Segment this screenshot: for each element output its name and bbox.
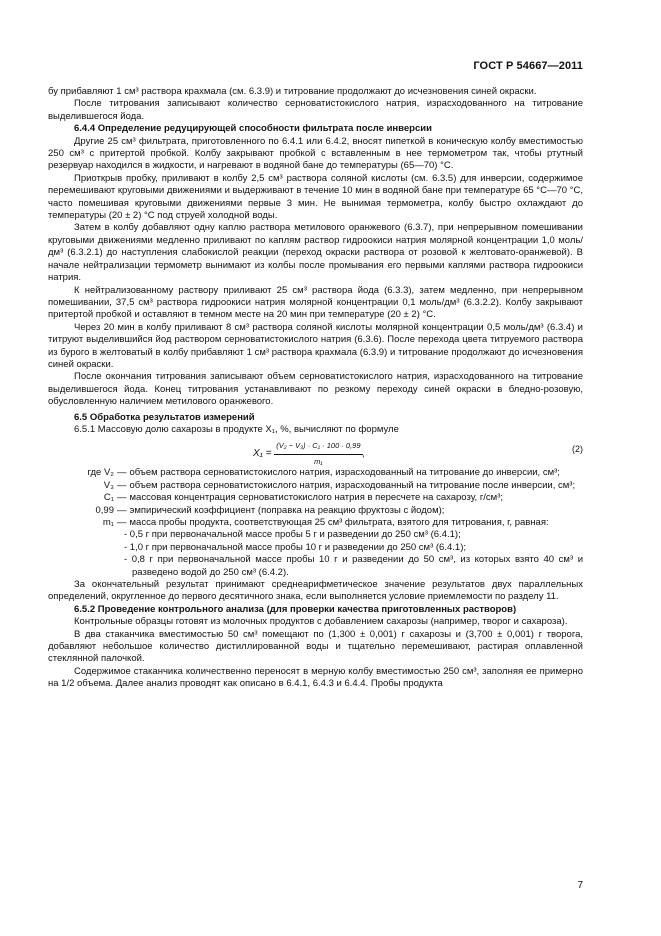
paragraph: После титрования записывают количество серноватистокислого натрия, израсходованного на титрование выделившегося йода.: [48, 98, 583, 122]
formula-lhs: X₁ =: [253, 448, 272, 460]
definition-item: V₃ — объем раствора серноватистокислого натрия, израсходованный на титрование после инверсии, см³;: [48, 480, 583, 492]
definition-item: где V₂ — объем раствора серноватистокислого натрия, израсходованный на титрование до инверсии, см³;: [48, 467, 583, 479]
paragraph: После окончания титрования записывают объем серноватистокислого натрия, израсходованного на титрование выделившегося йода. Конец титрования устанавливают по резкому переходу синей окраски в бледно-розовую, обусловленную наличием метилового оранжевого.: [48, 371, 583, 408]
definition-key: где V₂: [87, 467, 114, 479]
formula-denominator: m₁: [314, 456, 323, 466]
definition-text: масса пробы продукта, соответствующая 25 см³ фильтрата, взятого для титрования, г, равная:: [129, 517, 549, 528]
paragraph: Контрольные образцы готовят из молочных продуктов с добавлением сахарозы (например, творог и сахароза).: [74, 616, 568, 628]
definition-key: C₁: [103, 492, 114, 504]
definition-key: V₃: [103, 479, 114, 491]
definition-text: объем раствора серноватистокислого натрия, израсходованный на титрование до инверсии, см³;: [129, 467, 560, 479]
definition-item: 0,99 — эмпирический коэффициент (поправка на реакцию фруктозы с йодом);: [48, 505, 583, 517]
formula-2: [48, 437, 583, 467]
formula-numerator: (V₂ − V₃) · C₁ · 100 · 0,99: [274, 440, 362, 454]
paragraph: Другие 25 см³ фильтрата, приготовленного по 6.4.1 или 6.4.2, вносят пипеткой в коническую колбу вместимостью 250 см³ с притертой пробкой. Колбу закрывают пробкой с вставленным в нее термометром так, чтобы ртутный резервуар находился в жидкости, и нагревают в водяной бане до температуры (65—70) °С.: [48, 135, 583, 172]
section-heading-6-5: 6.5 Обработка результатов измерений: [74, 411, 255, 423]
paragraph: В два стаканчика вместимостью 50 см³ помещают по (1,300 ± 0,001) г сахарозы и (3,700 ± 0,001) г творога, добавляют небольшое количество дистиллированной воды и тщательно перемешивают, растирая оплавленной стеклянной палочкой.: [48, 628, 583, 665]
paragraph: К нейтрализованному раствору приливают 25 см³ раствора йода (6.3.3), затем медленно, при непрерывном помешивании, 37,5 см³ раствора гидроокиси натрия молярной концентрации 0,1 моль/дм³ (6.3.2.2). Колбу закрывают притертой пробкой и оставляют в темном месте на 20 мин при температуре (20 ± 2) °С.: [48, 284, 583, 321]
definitions-list: [48, 467, 583, 579]
definition-text: массовая концентрация серноватистокислого натрия в пересчете на сахарозу, г/см³;: [129, 492, 504, 504]
paragraph: 6.5.1 Массовую долю сахарозы в продукте X₁, %, вычисляют по формуле: [74, 423, 399, 435]
definition-item: m₁ — масса пробы продукта, соответствующая 25 см³ фильтрата, взятого для титрования, г, равная:: [48, 517, 583, 529]
mass-option: - 0,5 г при первоначальной массе пробы 5 г и разведении до 250 см³ (6.4.1);: [124, 529, 461, 541]
page-body: [48, 86, 583, 691]
definition-key: 0,99: [95, 504, 114, 516]
formula-number: (2): [572, 444, 583, 455]
definition-text: объем раствора серноватистокислого натрия, израсходованный на титрование после инверсии, см³;: [129, 479, 576, 491]
formula-fraction: [274, 440, 362, 468]
formula-tail: ,: [362, 448, 366, 460]
page-number: 7: [577, 880, 583, 891]
definition-text: эмпирический коэффициент (поправка на реакцию фруктозы с йодом);: [129, 504, 445, 516]
mass-option: - 1,0 г при первоначальной массе пробы 10 г и разведении до 250 см³ (6.4.1);: [124, 541, 466, 553]
paragraph: Через 20 мин в колбу приливают 8 см³ раствора соляной кислоты молярной концентрации 0,5 моль/дм³ (6.3.4) и титруют выделившийся йод раствором серноватистокислого натрия (6.3.6). После перехода цвета титруемого раствора из бурого в желтоватый в колбу прибавляют 1 см³ раствора крахмала (6.3.9) и титрование продолжают до исчезновения синей окраски.: [48, 321, 583, 370]
section-heading-6-4-4: 6.4.4 Определение редуцирующей способности фильтрата после инверсии: [74, 123, 432, 135]
formula-expression: [253, 440, 365, 468]
paragraph: За окончательный результат принимают среднеарифметическое значение результатов двух параллельных определений, округленное до первого десятичного знака, если выполняется условие приемлемости по разделу 11.: [48, 579, 583, 603]
definition-key: m₁: [102, 517, 114, 528]
section-heading-6-5-2: 6.5.2 Проведение контрольного анализа (для проверки качества приготовленных растворов): [74, 603, 517, 615]
paragraph: Приоткрыв пробку, приливают в колбу 2,5 см³ раствора соляной кислоты (см. 6.3.5) для инверсии, содержимое перемешивают круговыми движениями и выдерживают в течение 10 мин в водяной бане при температуре 65 °С—70 °С, часто помешивая круговыми движениями первые 3 мин. Не вынимая термометра, колбу быстро охлаждают до температуры (20 ± 2) °С под струей холодной воды.: [48, 172, 583, 222]
paragraph: Затем в колбу добавляют одну каплю раствора метилового оранжевого (6.3.7), при непрерывном помешивании круговыми движениями медленно приливают по каплям раствор гидроокиси натрия молярной концентрации 1,0 моль/дм³ (6.3.2.1) до наступления слабокислой реакции (переход окраски раствора от розовой к желтовато-оранжевой). В начале нейтрализации термометр вынимают из колбы после промывания его первыми каплями раствора гидроокиси натрия.: [48, 222, 583, 284]
paragraph: Содержимое стаканчика количественно переносят в мерную колбу вместимостью 250 см³, заполняя ее примерно на 1/2 объема. Далее анализ проводят как описано в 6.4.1, 6.4.3 и 6.4.4. Пробы продукта: [48, 665, 583, 690]
paragraph: бу прибавляют 1 см³ раствора крахмала (см. 6.3.9) и титрование продолжают до исчезновения синей окраски.: [48, 86, 537, 97]
mass-option: - 0,8 г при первоначальной массе пробы 10 г и разведении до 50 см³, из которых взято 40 см³ и разведено водой до 250 см³ (6.4.2).: [124, 554, 583, 578]
definition-item: C₁ — массовая концентрация серноватистокислого натрия в пересчете на сахарозу, г/см³;: [48, 492, 583, 504]
document-header: ГОСТ Р 54667—2011: [473, 60, 583, 72]
